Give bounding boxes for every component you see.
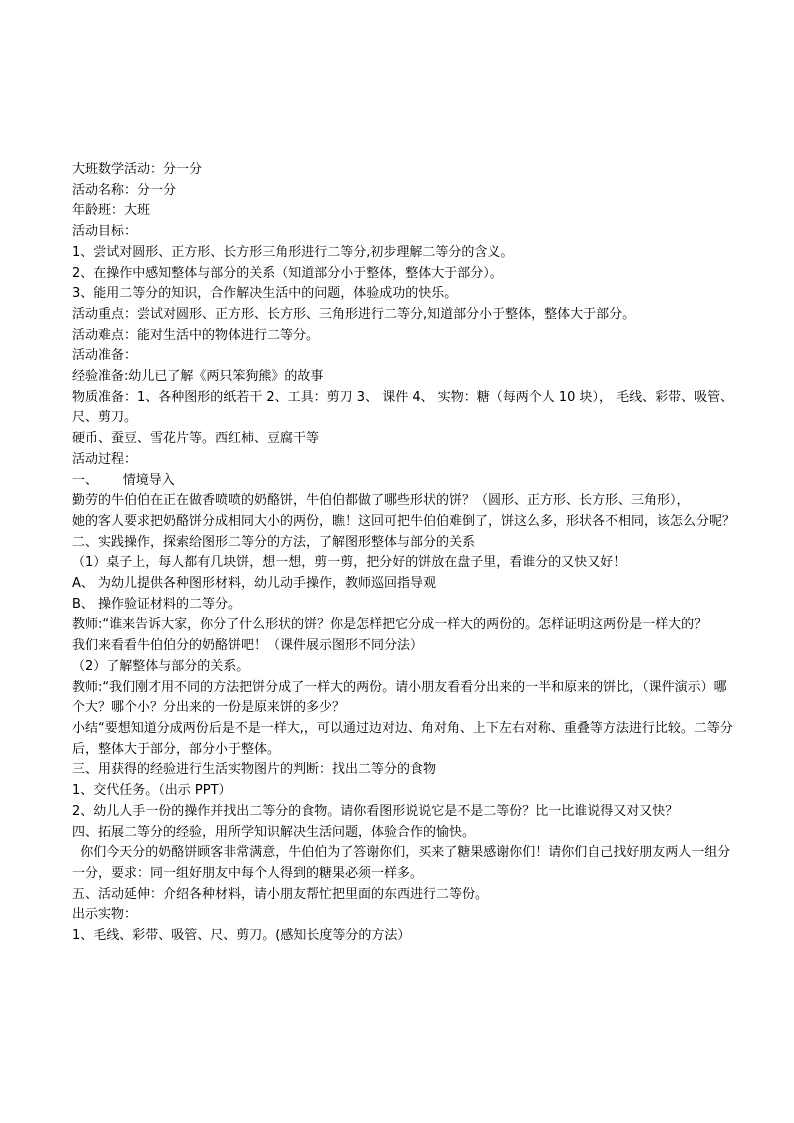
- process-heading: 活动过程：: [72, 451, 138, 467]
- section-2-heading: 二、实践操作，探索给图形二等分的方法，了解图形整体与部分的关系: [72, 534, 476, 550]
- section-3-heading: 三、用获得的经验进行生活实物图片的判断：找出二等分的食物: [72, 762, 437, 778]
- goals-heading: 活动目标：: [72, 224, 138, 240]
- section-5-item-1: 1、毛线、彩带、吸管、尺、剪刀。(感知长度等分的方法）: [72, 928, 411, 944]
- section-1-paragraph-2: 她的客人要求把奶酪饼分成相同大小的两份，瞧！这回可把牛伯伯难倒了，饼这么多，形状各不相同，该怎么分呢？: [72, 513, 736, 529]
- courseware-note: 我们来看看牛伯伯分的奶酪饼吧！（课件展示图形不同分法）: [72, 638, 424, 654]
- summary: 小结“要想知道分成两份后是不是一样大,，可以通过边对边、角对角、上下左右对称、重叠等方法进行比较。二等分后，整体大于部分，部分小于整体。: [72, 720, 733, 757]
- section-2-item-a: A、 为幼儿提供各种图形材料，幼儿动手操作，教师巡回指导观: [72, 576, 437, 592]
- show-objects-label: 出示实物：: [72, 907, 138, 923]
- activity-name: 活动名称：分一分: [72, 182, 177, 198]
- material-preparation: 物质准备：1、各种图形的纸若干 2、工具：剪刀 3、 课件 4、 实物：糖（每两个人 10 块）， 毛线、彩带、吸管、尺、剪刀。: [72, 389, 734, 426]
- section-2-item-b: B、 操作验证材料的二等分。: [72, 596, 242, 612]
- section-4-heading: 四、拓展二等分的经验，用所学知识解决生活问题，体验合作的愉快。: [72, 824, 476, 840]
- section-1-paragraph-1: 勤劳的牛伯伯在正在做香喷喷的奶酪饼，牛伯伯都做了哪些形状的饼？（圆形、正方形、长方形、三角形），: [72, 493, 690, 509]
- goal-item-3: 3、能用二等分的知识，合作解决生活中的问题，体验成功的快乐。: [72, 286, 458, 302]
- key-point: 活动重点：尝试对圆形、正方形、长方形、三角形进行二等分,知道部分小于整体，整体大于部分。: [72, 306, 636, 322]
- goal-item-2: 2、在操作中感知整体与部分的关系（知道部分小于整体，整体大于部分）。: [72, 265, 503, 281]
- section-3-item-2: 2、幼儿人手一份的操作并找出二等分的食物。请你看图形说说它是不是二等份？比一比谁说得又对又快？: [72, 803, 679, 819]
- document-body: [72, 160, 738, 947]
- section-3-item-1: 1、交代任务。（出示 PPT）: [72, 783, 232, 799]
- material-preparation-extra: 硬币、蚕豆、雪花片等。西红柿、豆腐干等: [72, 431, 320, 447]
- section-4-paragraph: 你们今天分的奶酪饼顾客非常满意，牛伯伯为了答谢你们，买来了糖果感谢你们！请你们自己找好朋友两人一组分一分，要求：同一组好朋友中每个人得到的糖果必须一样多。: [72, 845, 731, 881]
- section-1-heading: 一、 情境导入: [72, 472, 175, 488]
- teacher-question-1: 教师:“谁来告诉大家，你分了什么形状的饼？你是怎样把它分成一样大的两份的。怎样证明这两份是一样大的？: [72, 617, 708, 633]
- goal-item-1: 1、尝试对圆形、正方形、长方形三角形进行二等分,初步理解二等分的含义。: [72, 244, 514, 260]
- age-group: 年龄班：大班: [72, 203, 151, 219]
- preparation-heading: 活动准备：: [72, 348, 138, 364]
- document-title: 大班数学活动：分一分: [72, 162, 203, 177]
- section-2-step-1: （1）桌子上，每人都有几块饼，想一想，剪一剪，把分好的饼放在盘子里，看谁分的又快又好！: [72, 555, 627, 571]
- difficult-point: 活动难点：能对生活中的物体进行二等分。: [72, 327, 320, 343]
- experience-preparation: 经验准备:幼儿已了解《两只笨狗熊》的故事: [72, 369, 324, 385]
- section-5-heading: 五、活动延伸：介绍各种材料，请小朋友帮忙把里面的东西进行二等份。: [72, 886, 489, 902]
- teacher-question-2: 教师:“我们刚才用不同的方法把饼分成了一样大的两份。请小朋友看看分出来的一半和原来的饼比，（课件演示）哪个大？哪个小？分出来的一份是原来饼的多少？: [72, 679, 727, 716]
- section-2-step-2: （2）了解整体与部分的关系。: [72, 658, 250, 674]
